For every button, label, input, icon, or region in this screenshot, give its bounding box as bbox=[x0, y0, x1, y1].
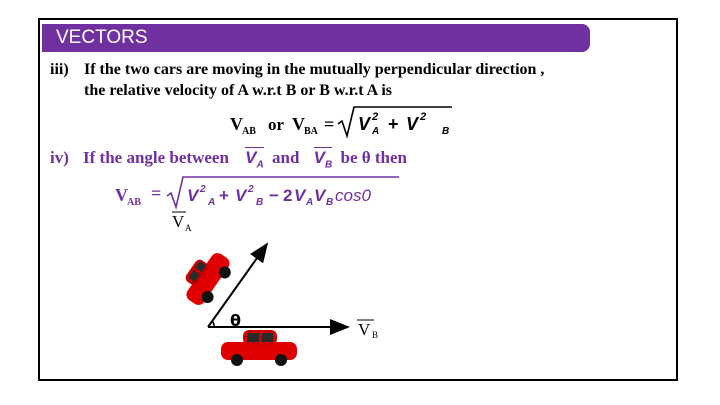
f2-minus: − bbox=[269, 186, 279, 205]
vb-label-sub: B bbox=[372, 330, 379, 340]
f2-lhs: V bbox=[115, 185, 128, 205]
f1-term2-sub: B bbox=[442, 126, 450, 137]
item-iv-tail: be θ then bbox=[340, 148, 407, 167]
f2-p2-sup: 2 bbox=[248, 184, 254, 195]
item-iv-vb: $V_B$ bbox=[313, 148, 333, 171]
formula-perpendicular bbox=[230, 104, 470, 140]
f1-term1: V bbox=[358, 114, 371, 134]
f1-plus: + bbox=[388, 114, 399, 134]
f2-p2-sub: B bbox=[256, 197, 264, 208]
va-label: V bbox=[172, 212, 185, 231]
item-iii-number: iii) bbox=[50, 61, 69, 78]
slide-title: VECTORS bbox=[56, 27, 148, 48]
item-iii-line1: If the two cars are moving in the mutually perpendicular direction , bbox=[84, 61, 545, 78]
angle-label: θ bbox=[230, 311, 241, 330]
car-b bbox=[221, 330, 297, 366]
f2-p3b: V bbox=[314, 186, 326, 205]
f2-plus: + bbox=[219, 186, 229, 205]
f2-p1: V bbox=[187, 186, 199, 205]
car-b-window-rear bbox=[262, 333, 273, 342]
f1-term2-sup: 2 bbox=[420, 111, 427, 123]
f1-term1-sub: A bbox=[372, 126, 380, 137]
f2-p3b-sub: B bbox=[326, 197, 334, 208]
f1-vab-sub: AB bbox=[242, 126, 256, 137]
item-iv-and: and bbox=[271, 148, 300, 167]
f2-p3a-sub: A bbox=[306, 197, 314, 208]
f1-vab: V bbox=[230, 114, 243, 134]
f1-vba-sub: BA bbox=[304, 126, 318, 137]
f1-vba: V bbox=[292, 114, 305, 134]
f2-p1-sub: A bbox=[208, 197, 216, 208]
f2-cos: cos0 bbox=[335, 186, 371, 205]
va-label-sub: A bbox=[185, 223, 192, 233]
f1-term1-sup: 2 bbox=[372, 111, 379, 123]
f2-p3: 2 bbox=[283, 186, 293, 205]
f1-eq: = bbox=[324, 114, 335, 134]
item-iv-va: $V_A$ bbox=[245, 148, 264, 171]
item-iii bbox=[50, 59, 544, 101]
car-b-window bbox=[247, 333, 259, 342]
f2-eq: = bbox=[151, 183, 162, 203]
f2-p3a: V bbox=[294, 186, 306, 205]
item-iv-lead: If the angle between bbox=[83, 148, 229, 167]
f1-or: or bbox=[268, 115, 285, 134]
vector-diagram bbox=[150, 205, 410, 375]
f2-p2: V bbox=[235, 186, 247, 205]
car-a bbox=[176, 245, 238, 312]
item-iii-line2: the relative velocity of A w.r.t B or B w.r.t A is bbox=[84, 82, 392, 99]
item-iv bbox=[50, 147, 407, 170]
item-iv-number: iv) bbox=[50, 148, 69, 167]
f1-term2: V bbox=[406, 114, 419, 134]
car-b-wheel-rear bbox=[275, 354, 287, 366]
vb-label: V bbox=[358, 320, 371, 339]
f2-lhs-sub: AB bbox=[127, 197, 141, 208]
car-b-wheel-front bbox=[231, 354, 243, 366]
f2-p1-sup: 2 bbox=[200, 184, 206, 195]
